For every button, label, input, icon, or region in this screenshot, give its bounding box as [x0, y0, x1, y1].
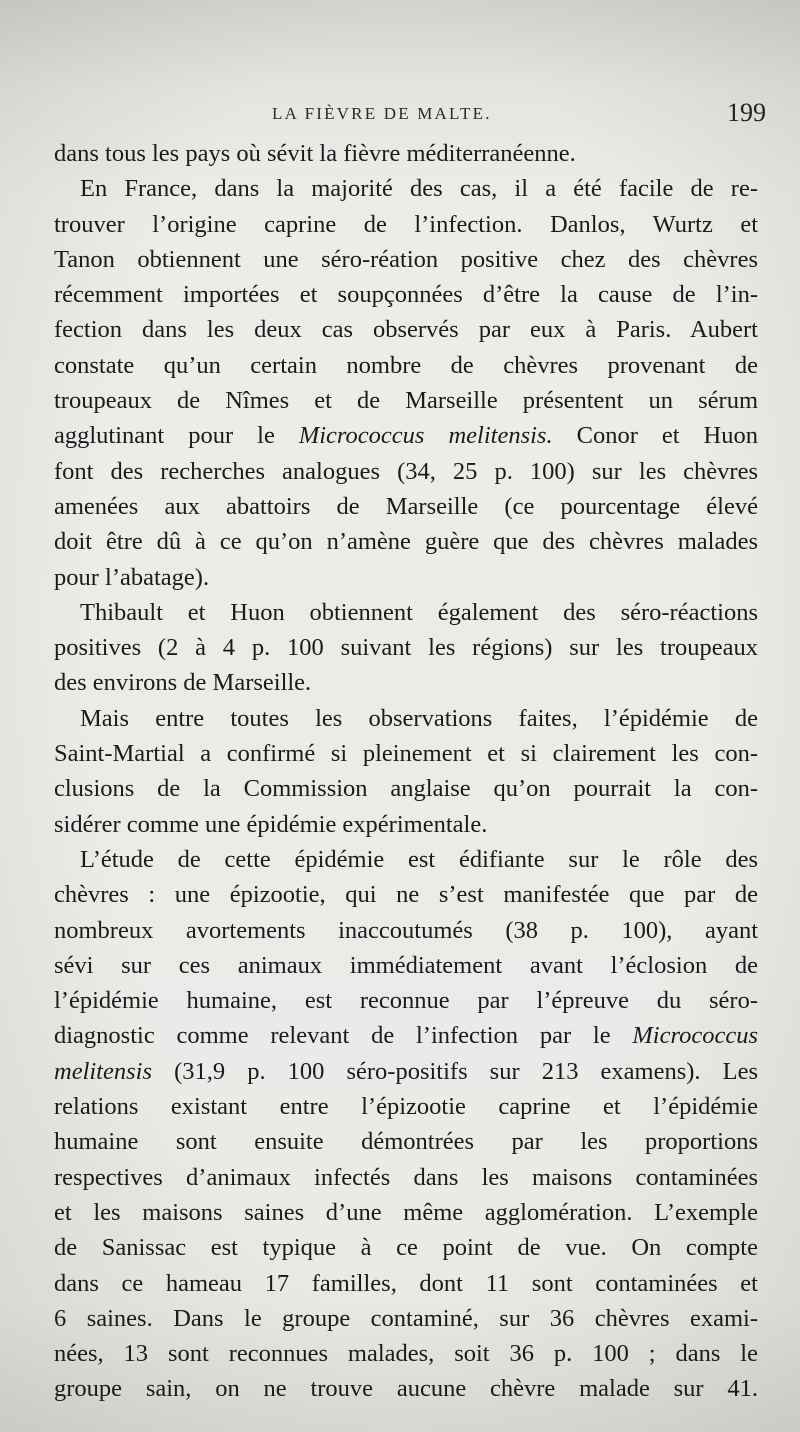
- text-line: [54, 1336, 758, 1371]
- text-line: [54, 595, 758, 630]
- text-segment: nombreux avortements inaccoutumés (38 p. 100), ayant: [54, 916, 758, 944]
- text-segment: et les maisons saines d’une même agglomération. L’exemple: [54, 1198, 758, 1226]
- text-line: [54, 1089, 758, 1124]
- text-line: [54, 383, 758, 418]
- text-line: [54, 736, 758, 771]
- text-segment: fection dans les deux cas observés par eux à Paris. Aubert: [54, 316, 758, 344]
- text-segment: diagnostic comme relevant de l’infection par le: [54, 1022, 633, 1050]
- text-line: [54, 312, 758, 347]
- text-segment: Saint-Martial a confirmé si pleinement et si clairement les con-: [54, 740, 758, 768]
- text-segment: humaine sont ensuite démontrées par les proportions: [54, 1128, 758, 1156]
- text-line: [54, 171, 758, 206]
- text-line: [54, 1160, 758, 1195]
- text-segment: des environs de Marseille.: [54, 669, 312, 697]
- text-line: [54, 1018, 758, 1053]
- text-segment: nées, 13 sont reconnues malades, soit 36 p. 100 ; dans le: [54, 1340, 758, 1368]
- text-line: [54, 877, 758, 912]
- text-segment: L’étude de cette épidémie est édifiante sur le rôle des: [80, 845, 758, 873]
- text-line: [54, 1266, 758, 1301]
- text-line: [54, 1124, 758, 1159]
- text-segment: 6 saines. Dans le groupe contaminé, sur 36 chèvres exami-: [54, 1304, 758, 1332]
- text-line: [54, 948, 758, 983]
- text-segment: positives (2 à 4 p. 100 suivant les régions) sur les troupeaux: [54, 634, 758, 662]
- text-line: [54, 665, 758, 700]
- text-segment: En France, dans la majorité des cas, il a été facile de re-: [80, 175, 758, 203]
- italic-text: melitensis: [54, 1057, 152, 1085]
- text-line: [54, 771, 758, 806]
- text-segment: (31,9 p. 100 séro-positifs sur 213 examens). Les: [152, 1057, 758, 1085]
- text-segment: doit être dû à ce qu’on n’amène guère que des chèvres malades: [54, 528, 758, 556]
- text-segment: respectives d’animaux infectés dans les maisons contaminées: [54, 1163, 758, 1191]
- text-line: [54, 524, 758, 559]
- text-segment: Tanon obtiennent une séro-réation positive chez des chèvres: [54, 245, 758, 273]
- text-line: [54, 489, 758, 524]
- text-line: [54, 277, 758, 312]
- text-segment: sévi sur ces animaux immédiatement avant l’éclosion de: [54, 951, 758, 979]
- text-segment: de Sanissac est typique à ce point de vue. On compte: [54, 1234, 758, 1262]
- running-title: LA FIÈVRE DE MALTE.: [272, 104, 492, 123]
- text-segment: dans ce hameau 17 familles, dont 11 sont contaminées et: [54, 1269, 758, 1297]
- text-segment: Mais entre toutes les observations faites, l’épidémie de: [80, 704, 758, 732]
- text-line: [54, 1371, 758, 1406]
- text-segment: troupeaux de Nîmes et de Marseille présentent un sérum: [54, 387, 758, 415]
- text-segment: récemment importées et soupçonnées d’être la cause de l’in-: [54, 281, 758, 309]
- text-line: [54, 1230, 758, 1265]
- text-segment: groupe sain, on ne trouve aucune chèvre malade sur 41.: [54, 1375, 758, 1403]
- text-segment: agglutinant pour le: [54, 422, 299, 450]
- text-segment: constate qu’un certain nombre de chèvres provenant de: [54, 351, 758, 379]
- text-line: [54, 983, 758, 1018]
- text-segment: amenées aux abattoirs de Marseille (ce pourcentage élevé: [54, 492, 758, 520]
- text-line: [54, 1195, 758, 1230]
- text-line: [54, 136, 758, 171]
- text-segment: chèvres : une épizootie, qui ne s’est manifestée que par de: [54, 881, 758, 909]
- text-segment: font des recherches analogues (34, 25 p. 100) sur les chèvres: [54, 457, 758, 485]
- text-line: [54, 701, 758, 736]
- text-segment: pour l’abatage).: [54, 563, 210, 591]
- text-segment: l’épidémie humaine, est reconnue par l’épreuve du séro-: [54, 987, 758, 1015]
- page-number: 199: [727, 98, 766, 127]
- running-head: [0, 98, 800, 134]
- text-line: [54, 842, 758, 877]
- italic-text: Micrococcus: [632, 1022, 758, 1050]
- text-segment: dans tous les pays où sévit la fièvre méditerranéenne.: [54, 140, 576, 167]
- text-segment: trouver l’origine caprine de l’infection. Danlos, Wurtz et: [54, 210, 758, 238]
- text-line: [54, 807, 758, 842]
- italic-text: Micrococcus melitensis.: [298, 422, 553, 450]
- text-line: [54, 1301, 758, 1336]
- text-line: [54, 242, 758, 277]
- text-line: [54, 913, 758, 948]
- body-text: [54, 136, 758, 1407]
- text-segment: relations existant entre l’épizootie caprine et l’épidémie: [54, 1093, 758, 1121]
- text-segment: sidérer comme une épidémie expérimentale.: [54, 810, 488, 838]
- text-line: [54, 1054, 758, 1089]
- text-line: [54, 348, 758, 383]
- text-segment: Conor et Huon: [552, 422, 758, 450]
- text-line: [54, 560, 758, 595]
- text-segment: Thibault et Huon obtiennent également des séro-réactions: [80, 598, 758, 626]
- text-line: [54, 207, 758, 242]
- text-segment: clusions de la Commission anglaise qu’on pourrait la con-: [54, 775, 758, 803]
- text-line: [54, 630, 758, 665]
- text-line: [54, 418, 758, 453]
- text-line: [54, 454, 758, 489]
